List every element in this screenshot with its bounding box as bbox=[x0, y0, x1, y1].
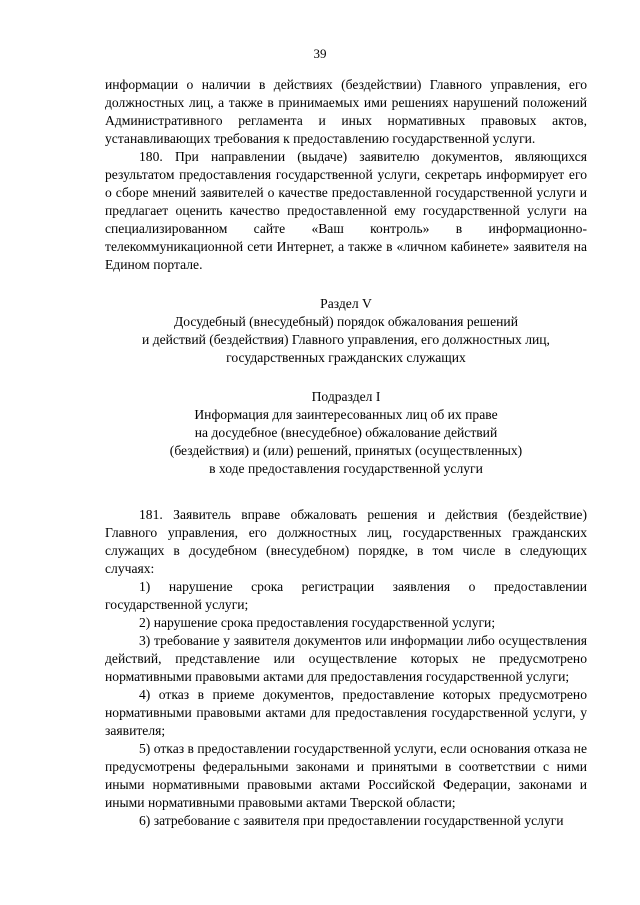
section-title-line: государственных гражданских служащих bbox=[226, 350, 466, 365]
section-label: Раздел V bbox=[320, 296, 372, 311]
subsection-title-line: на досудебное (внесудебное) обжалование действий bbox=[194, 425, 498, 440]
paragraph-181: 181. Заявитель вправе обжаловать решения и действия (бездействие) Главного управления, его должностных лиц, государственных гражданских служащих в досудебном (внесудебном) порядке, в том числе в следующих случаях: bbox=[105, 507, 587, 576]
list-item: 2) нарушение срока предоставления государственной услуги; bbox=[139, 615, 496, 630]
section-heading bbox=[105, 295, 587, 367]
paragraph-continuation: информации о наличии в действиях (бездействии) Главного управления, его должностных лиц, а также в принимаемых ими решениях нарушений положений Административного регламента и иных нормативных правовых актов, устанавливающих требования к предоставлению государственной услуги. bbox=[105, 77, 587, 146]
subsection-label: Подраздел I bbox=[311, 389, 381, 404]
paragraph-180: 180. При направлении (выдаче) заявителю документов, являющихся результатом предоставления государственной услуги, секретарь информирует его о сборе мнений заявителей о качестве предоставленной государственной услуги и предлагает оценить качество предоставленной ему государственной услуги на специализированном сайте «Ваш контроль» в информационно-телекоммуникационной сети Интернет, а также в «личном кабинете» заявителя на Едином портале. bbox=[105, 149, 587, 272]
list-item: 3) требование у заявителя документов или информации либо осуществления действий, представление или осуществление которых не предусмотрено нормативными правовыми актами для предоставления государственной услуги; bbox=[105, 633, 587, 684]
subsection-heading bbox=[105, 388, 587, 478]
section-title-line: Досудебный (внесудебный) порядок обжалования решений bbox=[174, 314, 518, 329]
subsection-title-line: (бездействия) и (или) решений, принятых (осуществленных) bbox=[169, 443, 523, 458]
page-number: 39 bbox=[313, 46, 327, 61]
section-title-line: и действий (бездействия) Главного управления, его должностных лиц, bbox=[142, 332, 550, 347]
document-body bbox=[105, 76, 587, 830]
list-item: 4) отказ в приеме документов, предоставление которых предусмотрено нормативными правовыми актами для предоставления государственной услуги, у заявителя; bbox=[105, 687, 587, 738]
list-item: 5) отказ в предоставлении государственной услуги, если основания отказа не предусмотрены федеральными законами и принятыми в соответствии с ними иными нормативными правовыми актами Российской Федерации, законами и иными нормативными правовыми актами Тверской области; bbox=[105, 741, 587, 810]
subsection-title-line: в ходе предоставления государственной услуги bbox=[209, 461, 483, 476]
list-item: 1) нарушение срока регистрации заявления о предоставлении государственной услуги; bbox=[105, 579, 587, 612]
subsection-title-line: Информация для заинтересованных лиц об их праве bbox=[194, 407, 498, 422]
list-item: 6) затребование с заявителя при предоставлении государственной услуги bbox=[139, 813, 564, 828]
